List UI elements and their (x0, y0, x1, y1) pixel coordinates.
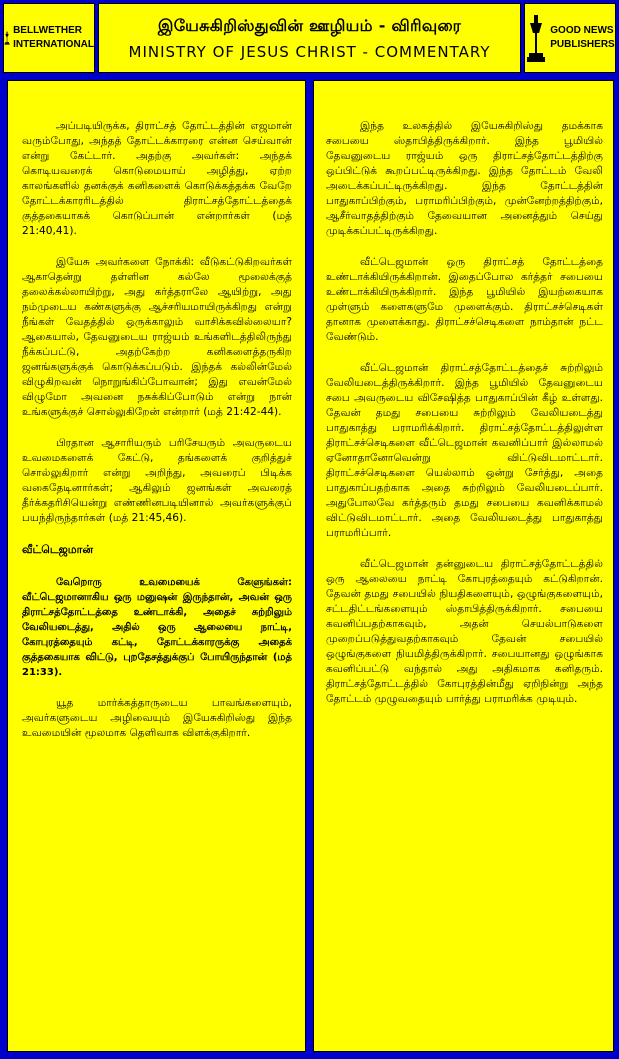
paragraph: இயேசு அவர்களை நோக்கி: வீடுகட்டுகிறவர்கள் ஆகாதென்று தள்ளின கல்லே மூலைக்குத் தலைக்கல்லாயிற்று, அது கர்த்தராலே ஆயிற்று, அது நம்முடைய கண்களுக்கு ஆச்சரியமாயிருக்கிறது என்று நீங்கள் வேதத்தில் ஒருக்காலும் வாசிக்கவில்லையா? ஆகையால், தேவனுடைய ராஜ்யம் உங்களிடத்திலிருந்து நீக்கப்பட்டு, அதற்கேற்ற கனிகளைத்தருகிற ஜனங்களுக்குக் கொடுக்கப்படும். இந்தக் கல்லின்மேல் விழுகிறவன் நொறுங்கிப்போவான்; இது எவன்மேல் விழுமோ அவனை நசுக்கிப்போடும் என்று நான் உங்களுக்குச் சொல்லுகிறேன் என்றார் (மத் 21:42-44). (22, 256, 292, 418)
paragraph: இந்த உலகத்தில் இயேசுகிறிஸ்து தமக்காக சபையை ஸ்தாபித்திருக்கிறார். இந்த பூமியில் தேவனுடைய ராஜ்யம் ஒரு திராட்சத்தோட்டத்திற்கு ஒப்பிட்டுக் கூறப்பட்டிருக்கிறது. இந்த தோட்டம் வேலி அடைக்கப்பட்டிருக்கிறது. இந்த தோட்டத்தின் பாதுகாப்பிற்கும், பராமரிப்பிற்கும், முன்னேற்றத்திற்கும், ஆசீர்வாதத்திற்கும் தேவையான அனைத்தும் செய்து முடிக்கப்பட்டிருக்கிறது. (326, 120, 603, 237)
paragraph: வீட்டெஜமான் திராட்சத்தோட்டத்தைச் சுற்றிலும் வேலியடைத்திருக்கிறார். இந்த பூமியில் தேவனுடைய சபை அவருடைய விசேஷித்த பாதுகாப்பின் கீழ் உள்ளது. தேவன் தமது சபையை சுற்றிலும் வேலியடைத்து பாதுகாத்து பராமரிக்கிறார். திராட்சத்தோட்டத்திலுள்ள திராட்சச்செடிகளை வீட்டெஜமான் கவனிப்பார் இல்லாமல் ஏனோதானோவென்று விட்டுவிடமாட்டார். திராட்சச்செடிகளை யெல்லாம் ஒன்று சேர்த்து, அதை பாதுகாப்பதற்காக அதை சுற்றிலும் வேலியடைப்பார். அதுபோலவே கர்த்தரும் தமது சபையை கவனிக்காமல் விட்டுவிடமாட்டார். அதை வேலியடைத்து பாதுகாத்து பராமரிப்பார். (326, 362, 603, 539)
good-news-logo-text: GOOD NEWS PUBLISHERS (550, 25, 615, 50)
paragraph: வீட்டெஜமான் தன்னுடைய திராட்சத்தோட்டத்தில் ஒரு ஆலையை நாட்டி கோபுரத்தையும் கட்டுகிறான். தேவன் தமது சபையில் நியதிகளையும், ஒழுங்குகளையும், சட்டதிட்டங்களையும் ஸ்தாபித்திருக்கிறார். சபையை கவனிப்பதற்காகவும், அதன் செயல்பாடுகளை முறைப்படுத்துவதற்காகவும் தேவன் சபையில் ஒழுங்குகளை நியமித்திருக்கிறார். சபையானது ஒழுங்காக கவனிப்பட்டு வந்தால் அது அதிகமாக கனிதரும். திராட்சத்தோட்டத்தில் கோபுரத்தின்மீது ஏறிநின்று அந்த தோட்டம் முழுவதையும் பார்த்து பராமரிக்க முடியும். (326, 558, 603, 705)
lamp-icon (4, 11, 10, 65)
bellwether-logo (3, 3, 95, 73)
right-column (313, 80, 614, 1052)
section-heading: வீட்டெஜமான் (22, 543, 94, 556)
good-news-logo (524, 3, 616, 73)
left-column (7, 80, 306, 1052)
lamp-icon (525, 11, 547, 65)
title-english: MINISTRY OF JESUS CHRIST - COMMENTARY (128, 42, 491, 61)
paragraph: யூத மார்க்கத்தாருடைய பாவங்களையும், அவர்களுடைய அழிவையும் இயேசுகிறிஸ்து இந்த உவமையின் மூலமாக தெளிவாக விளக்குகிறார். (22, 697, 292, 739)
title-box (98, 3, 521, 73)
paragraph: வீட்டெஜமான் ஒரு திராட்சத் தோட்டத்தை உண்டாக்கியிருக்கிறான். இதைப்போல கர்த்தர் சபையை உண்டாக்கியிருக்கிறார். இந்த பூமியில் இயற்கையாக முள்ளும் களைகளுமே முளைக்கும். திராட்சச்செடிகள் தானாக முளைக்காது. திராட்சச்செடிகளை நாம்தான் நட்ட வேண்டும். (326, 256, 603, 343)
title-tamil: இயேசுகிறிஸ்துவின் ஊழியம் - விரிவுரை (157, 15, 462, 35)
paragraph: பிரதான ஆசாரியரும் பரிசேயரும் அவருடைய உவமைகளைக் கேட்டு, தங்களைக் குறித்துச் சொல்லுகிறார் என்று அறிந்து, அவரைப் பிடிக்க வகைதேடினார்கள்; ஆகிலும் ஜனங்கள் அவரைத் தீர்க்கதரிசியென்று எண்ணினபடியினால் அவர்களுக்குப் பயந்திருந்தார்கள் (மத் 21:45,46). (22, 437, 292, 524)
bellwether-logo-text: BELLWETHER INTERNATIONAL (13, 25, 94, 50)
scripture-quote: வேறொரு உவமையைக் கேளுங்கள்: வீட்டெஜமானாகிய ஒரு மனுஷன் இருந்தான், அவன் ஒரு திராட்சத்தோட்டத்தை உண்டாக்கி, அதைச் சுற்றிலும் வேலியடைத்து, அதில் ஒரு ஆலையை நாட்டி, கோபுரத்தையும் கட்டி, தோட்டக்காரருக்கு அதைக் குத்தகையாக விட்டு, புறதேசத்துக்குப் போயிருந்தான் (மத் 21:33). (22, 577, 292, 678)
paragraph: அப்படியிருக்க, திராட்சத் தோட்டத்தின் எஜமான் வரும்போது, அந்தத் தோட்டக்காரரை என்ன செய்வான் என்று கேட்டார். அதற்கு அவர்கள்: அந்தக் கொடியவரைக் கொடுமையாய் அழித்து, ஏற்ற காலங்களில் தனக்குக் கனிகளைக் கொடுக்கத்தக்க வேறே தோட்டக்காரரிடத்தில் திராட்சத்தோட்டத்தைக் குத்தகையாகக் கொடுப்பான் என்றார்கள் (மத் 21:40,41). (22, 120, 292, 237)
page-header (3, 3, 616, 73)
